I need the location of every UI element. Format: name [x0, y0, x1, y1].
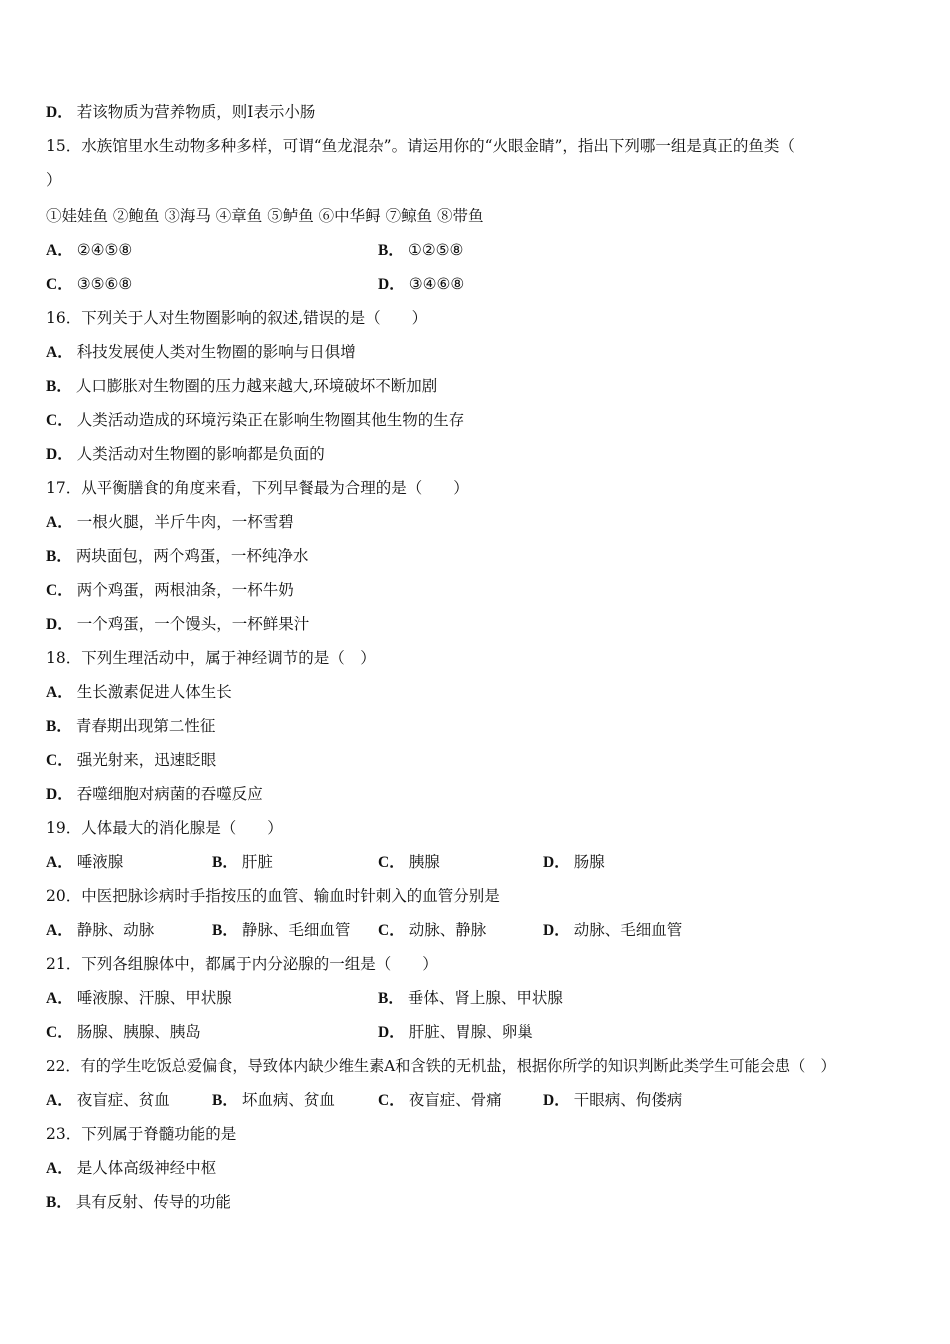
option-label: B． — [378, 242, 404, 259]
option-text: ②④⑤⑧ — [76, 241, 133, 259]
option-text: ③⑤⑥⑧ — [76, 275, 133, 293]
option-text: 人口膨胀对生物圈的压力越来越大,环境破坏不断加剧 — [75, 377, 438, 395]
option-text: 吞噬细胞对病菌的吞噬反应 — [76, 785, 263, 803]
q22-option-c — [378, 1090, 502, 1111]
option-label: C． — [378, 854, 405, 871]
q22-option-d — [543, 1090, 682, 1111]
q16-stem: 16．下列关于人对生物圈影响的叙述,错误的是（ ） — [46, 309, 428, 327]
option-label: A． — [46, 514, 73, 531]
q16-option-a — [46, 342, 356, 363]
option-label: A． — [46, 1092, 73, 1109]
q15-option-c — [46, 274, 132, 295]
q17-option-d — [46, 614, 309, 635]
q21-option-a — [46, 988, 232, 1009]
option-text: 一个鸡蛋，一个馒头，一杯鲜果汁 — [76, 615, 310, 633]
option-text: ①②⑤⑧ — [407, 241, 464, 259]
q18-option-a — [46, 682, 232, 703]
q15-stem-continued: ） — [46, 171, 62, 189]
option-label: B． — [212, 1092, 238, 1109]
option-label: A． — [46, 990, 73, 1007]
q18-stem: 18．下列生理活动中，属于神经调节的是（ ） — [46, 649, 376, 667]
option-text: 肠腺 — [573, 853, 605, 871]
q23-option-b — [46, 1192, 231, 1213]
option-label: D． — [46, 446, 73, 463]
option-label: B． — [212, 922, 238, 939]
q22-option-b — [212, 1090, 335, 1111]
option-label: A． — [46, 854, 73, 871]
q19-option-b — [212, 852, 273, 873]
q15-items: ①娃娃鱼 ②鲍鱼 ③海马 ④章鱼 ⑤鲈鱼 ⑥中华鲟 ⑦鲸鱼 ⑧带鱼 — [46, 207, 484, 225]
q15-option-b — [378, 240, 463, 261]
q19-option-d — [543, 852, 605, 873]
option-text: 坏血病、贫血 — [241, 1091, 335, 1109]
option-text: 静脉、毛细血管 — [241, 921, 351, 939]
option-text: 唾液腺 — [76, 853, 124, 871]
q20-option-d — [543, 920, 682, 941]
option-text: 若该物质为营养物质，则Ⅰ表示小肠 — [76, 103, 316, 121]
q20-option-c — [378, 920, 486, 941]
option-label: A． — [46, 344, 73, 361]
option-label: B． — [46, 548, 72, 565]
option-label: C． — [46, 276, 73, 293]
option-label: D． — [378, 276, 405, 293]
option-text: 肠腺、胰腺、胰岛 — [76, 1023, 201, 1041]
option-text: 一根火腿，半斤牛肉，一杯雪碧 — [76, 513, 294, 531]
option-text: 强光射来，迅速眨眼 — [76, 751, 217, 769]
option-label: D． — [543, 922, 570, 939]
q23-option-a — [46, 1158, 216, 1179]
option-text: 干眼病、佝偻病 — [573, 1091, 683, 1109]
option-label: A． — [46, 242, 73, 259]
q16-option-d — [46, 444, 325, 465]
option-label: B． — [46, 1194, 72, 1211]
q15-option-d — [378, 274, 464, 295]
q18-option-d — [46, 784, 263, 805]
option-label: D． — [378, 1024, 405, 1041]
option-label: D． — [543, 854, 570, 871]
option-text: 夜盲症、骨痛 — [408, 1091, 502, 1109]
option-label: B． — [378, 990, 404, 1007]
option-label: D． — [46, 616, 73, 633]
option-text: 生长激素促进人体生长 — [76, 683, 232, 701]
option-text: 科技发展使人类对生物圈的影响与日俱增 — [76, 343, 356, 361]
q17-option-a — [46, 512, 294, 533]
option-text: 两块面包，两个鸡蛋，一杯纯净水 — [75, 547, 309, 565]
q19-option-c — [378, 852, 440, 873]
q14-option-d — [46, 102, 315, 123]
option-label: C． — [46, 1024, 73, 1041]
q18-option-b — [46, 716, 215, 737]
option-text: 是人体高级神经中枢 — [76, 1159, 217, 1177]
q21-stem: 21．下列各组腺体中，都属于内分泌腺的一组是（ ） — [46, 955, 438, 973]
option-label: A． — [46, 1160, 73, 1177]
q16-option-b — [46, 376, 437, 397]
option-text: 胰腺 — [408, 853, 440, 871]
option-label: C． — [46, 412, 73, 429]
option-text: 动脉、毛细血管 — [573, 921, 683, 939]
q15-stem: 15．水族馆里水生动物多种多样，可谓“鱼龙混杂”。请运用你的“火眼金睛”，指出下列哪一组是真正的鱼类（ — [46, 137, 795, 155]
q15-option-a — [46, 240, 132, 261]
q22-stem: 22．有的学生吃饭总爱偏食，导致体内缺少维生素A和含铁的无机盐，根据你所学的知识判断此类学生可能会患（ ） — [46, 1057, 836, 1075]
option-text: 人类活动造成的环境污染正在影响生物圈其他生物的生存 — [76, 411, 465, 429]
q21-option-d — [378, 1022, 533, 1043]
q16-option-c — [46, 410, 464, 431]
option-label: B． — [46, 378, 72, 395]
q21-option-c — [46, 1022, 201, 1043]
q17-stem: 17．从平衡膳食的角度来看，下列早餐最为合理的是（ ） — [46, 479, 469, 497]
option-text: 动脉、静脉 — [408, 921, 487, 939]
option-text: 具有反射、传导的功能 — [75, 1193, 231, 1211]
q21-option-b — [378, 988, 563, 1009]
option-text: 垂体、肾上腺、甲状腺 — [407, 989, 563, 1007]
q20-stem: 20．中医把脉诊病时手指按压的血管、输血时针刺入的血管分别是 — [46, 887, 500, 905]
q17-option-b — [46, 546, 308, 567]
option-label: C． — [46, 582, 73, 599]
option-text: 夜盲症、贫血 — [76, 1091, 170, 1109]
option-label: D． — [46, 104, 73, 121]
q20-option-a — [46, 920, 154, 941]
option-label: B． — [212, 854, 238, 871]
option-text: 两个鸡蛋，两根油条，一杯牛奶 — [76, 581, 294, 599]
q19-stem: 19．人体最大的消化腺是（ ） — [46, 819, 283, 837]
option-label: B． — [46, 718, 72, 735]
option-label: A． — [46, 684, 73, 701]
option-text: 肝脏、胃腺、卵巢 — [408, 1023, 533, 1041]
option-text: 青春期出现第二性征 — [75, 717, 216, 735]
q17-option-c — [46, 580, 294, 601]
option-text: 唾液腺、汗腺、甲状腺 — [76, 989, 232, 1007]
option-text: ③④⑥⑧ — [408, 275, 465, 293]
q18-option-c — [46, 750, 216, 771]
option-label: D． — [543, 1092, 570, 1109]
option-label: C． — [378, 1092, 405, 1109]
q19-option-a — [46, 852, 123, 873]
option-text: 静脉、动脉 — [76, 921, 155, 939]
option-label: D． — [46, 786, 73, 803]
option-label: C． — [378, 922, 405, 939]
option-label: C． — [46, 752, 73, 769]
q23-stem: 23．下列属于脊髓功能的是 — [46, 1125, 237, 1143]
option-label: A． — [46, 922, 73, 939]
option-text: 人类活动对生物圈的影响都是负面的 — [76, 445, 325, 463]
option-text: 肝脏 — [241, 853, 273, 871]
q22-option-a — [46, 1090, 170, 1111]
q20-option-b — [212, 920, 350, 941]
